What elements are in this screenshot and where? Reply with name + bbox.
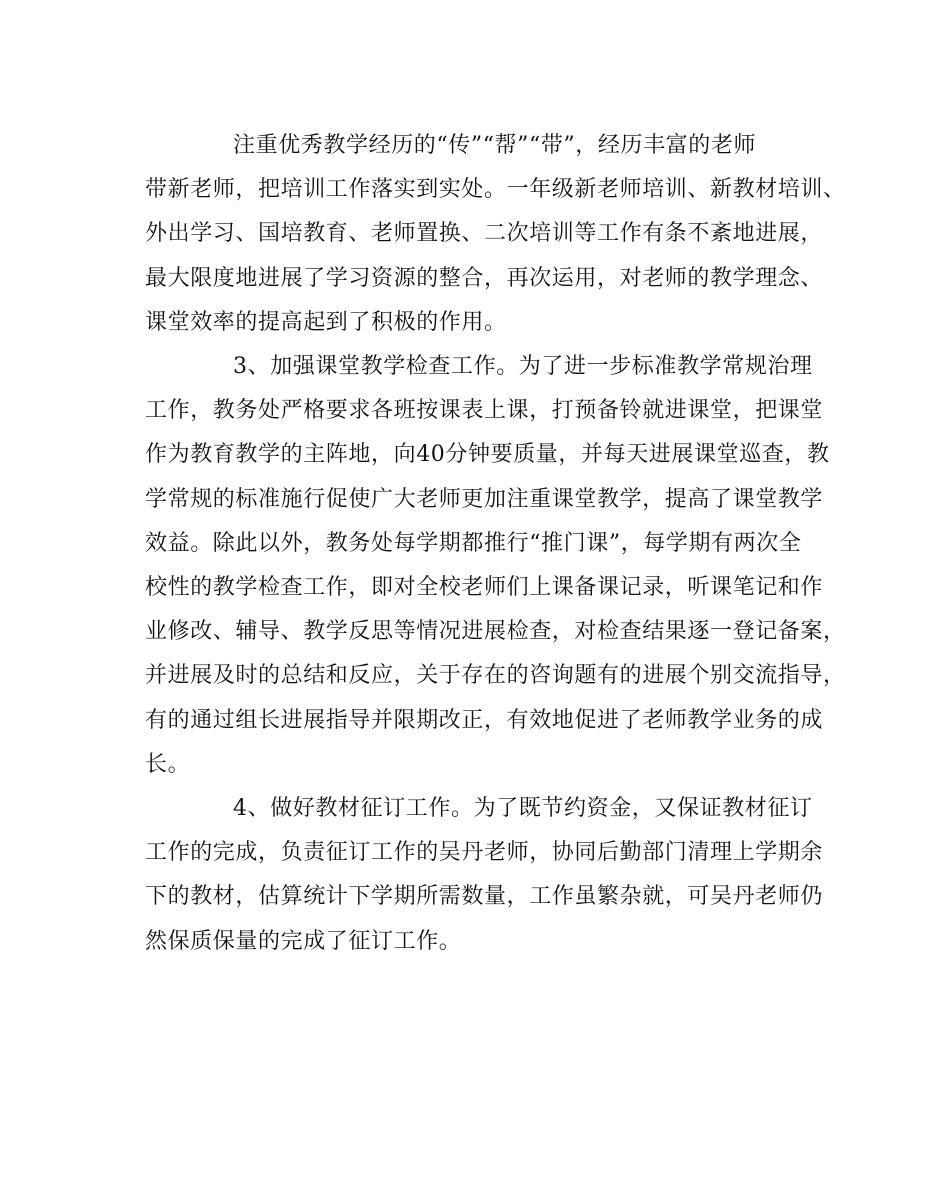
text-line: 工作，教务处严格要求各班按课表上课，打预备铃就进课堂，把课堂: [145, 398, 824, 424]
text-line: 下的教材，估算统计下学期所需数量，工作虽繁杂就，可吴丹老师仍: [145, 884, 824, 910]
text-line: 作为教育教学的主阵地，向40分钟要质量，并每天进展课堂巡查，教: [145, 442, 830, 468]
text-line: 校性的教学检查工作，即对全校老师们上课备课记录，听课笔记和作: [145, 575, 824, 601]
text-line: 学常规的标准施行促使广大老师更加注重课堂教学，提高了课堂教学: [145, 486, 824, 512]
text-line: 3、加强课堂教学检查工作。为了进一步标准教学常规治理: [233, 354, 813, 380]
text-line: 业修改、辅导、教学反思等情况进展检查，对检查结果逐一登记备案，: [145, 619, 846, 645]
paragraph-3: [145, 787, 824, 964]
text-line: 注重优秀教学经历的“传”“帮”“带”，经历丰富的老师: [233, 133, 757, 158]
text-line: 课堂效率的提高起到了积极的作用。: [145, 309, 507, 335]
paragraph-1: [145, 124, 846, 345]
text-line: 长。: [145, 751, 191, 777]
text-line: 4、做好教材征订工作。为了既节约资金，又保证教材征订: [233, 796, 813, 822]
document-body: [145, 124, 846, 964]
text-line: 有的通过组长进展指导并限期改正，有效地促进了老师教学业务的成: [145, 707, 824, 733]
paragraph-2: [145, 345, 846, 787]
text-line: 最大限度地进展了学习资源的整合，再次运用，对老师的教学理念、: [145, 265, 824, 291]
text-line: 工作的完成，负责征订工作的吴丹老师，协同后勤部门清理上学期余: [145, 840, 824, 866]
text-line: 然保质保量的完成了征订工作。: [145, 928, 462, 954]
text-line: 效益。除此以外，教务处每学期都推行“推门课”，每学期有两次全: [145, 530, 802, 556]
text-line: 外出学习、国培教育、老师置换、二次培训等工作有条不紊地进展，: [145, 221, 824, 247]
text-line: 并进展及时的总结和反应，关于存在的咨询题有的进展个别交流指导，: [145, 663, 846, 689]
text-line: 带新老师，把培训工作落实到实处。一年级新老师培训、新教材培训、: [145, 177, 846, 203]
